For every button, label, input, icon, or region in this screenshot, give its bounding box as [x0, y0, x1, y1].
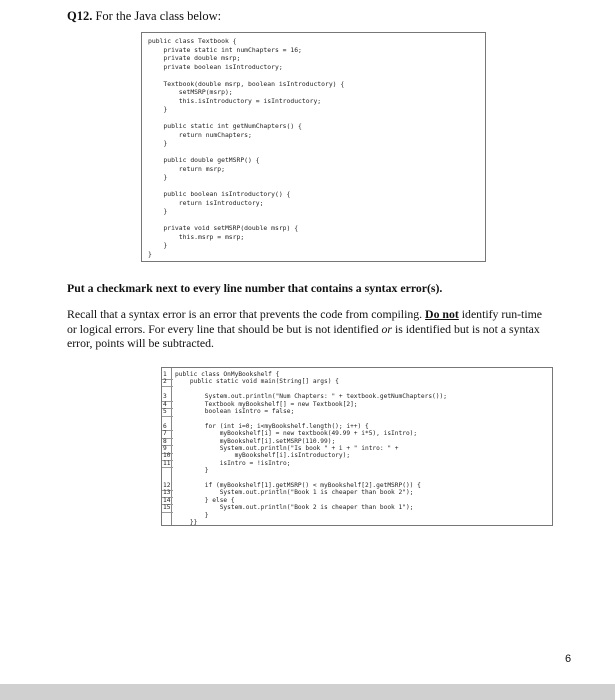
program-code-line: System.out.println("Book 2 is cheaper than book 1");: [175, 504, 414, 512]
program-code-line: }: [175, 511, 209, 519]
instruction-text: Put a checkmark next to every line number that contains a syntax error(s).: [67, 281, 443, 295]
program-code-line: myBookshelf[i] = new textbook(49.99 + i*5), isIntro);: [175, 430, 418, 438]
para-part1: Recall that a syntax error is an error that prevents the code from compiling.: [67, 307, 426, 321]
line-number: 14: [163, 496, 171, 504]
page-number: 6: [565, 653, 572, 665]
question-number: Q12.: [67, 9, 93, 23]
line-number: 15: [163, 504, 171, 512]
code-line: return msrp;: [148, 164, 225, 173]
code-line: return numChapters;: [148, 130, 252, 139]
line-rule: [162, 467, 173, 468]
program-code-line: System.out.println("Num Chapters: " + textbook.getNumChapters());: [175, 393, 447, 401]
line-number: 4: [163, 400, 167, 408]
code-line: this.msrp = msrp;: [148, 232, 245, 241]
program-code-line: boolean isIntro = false;: [175, 408, 295, 415]
line-number: 5: [163, 408, 167, 415]
code-line: }: [148, 105, 168, 113]
program-code-box: [161, 367, 553, 526]
line-number: 9: [163, 445, 167, 452]
question-text: For the Java class below:: [95, 9, 222, 23]
program-code-line: isIntro = !isIntro;: [175, 459, 291, 467]
code-line: setMSRP(msrp);: [148, 88, 233, 96]
code-line: public static int getNumChapters() {: [148, 122, 302, 130]
program-code-line: myBookshelf[i].setMSRP(110.99);: [175, 437, 336, 445]
program-code-line: Textbook myBookshelf[] = new Textbook[2];: [175, 400, 358, 408]
line-number: 13: [163, 489, 171, 497]
code-line: }: [148, 173, 168, 181]
code-line: }: [148, 207, 168, 215]
para-part3: is identified but is not a syntax error, points will be subtracted.: [67, 321, 540, 350]
program-code-line: for (int i=0; i<myBookshelf.length(); i++) {: [175, 422, 369, 430]
program-code-line: public static void main(String[] args) {: [175, 378, 339, 386]
line-number: 7: [163, 430, 167, 438]
code-line: public class Textbook {: [148, 37, 237, 45]
line-number: 8: [163, 437, 167, 445]
line-number: 10: [163, 452, 171, 460]
line-number: 1: [163, 371, 167, 378]
line-rule: [162, 416, 173, 417]
code-line: private boolean isIntroductory;: [148, 62, 283, 71]
code-line: private static int numChapters = 16;: [148, 45, 302, 54]
code-line: private double msrp;: [148, 54, 241, 62]
code-line: Textbook(double msrp, boolean isIntroductory) {: [148, 79, 345, 88]
code-line: return isIntroductory;: [148, 198, 264, 207]
code-line: }: [148, 249, 152, 258]
code-line: this.isIntroductory = isIntroductory;: [148, 96, 322, 105]
program-code-line: System.out.println("Book 1 is cheaper than book 2");: [175, 489, 414, 497]
code-line: }: [148, 241, 168, 249]
do-not-emphasis: Do not: [425, 307, 459, 321]
code-line: }: [148, 139, 168, 147]
or-emphasis: or: [381, 321, 393, 336]
viewer-bottom-bar: [0, 684, 615, 700]
code-line: public double getMSRP() {: [148, 156, 260, 164]
line-number: 12: [163, 482, 171, 489]
program-code-line: public class OnMyBookshelf {: [175, 371, 280, 378]
line-number-gutter: [171, 368, 172, 525]
line-number: 11: [163, 459, 171, 467]
program-code-line: myBookshelf[i].isIntroductory);: [175, 452, 351, 460]
line-number: 2: [163, 378, 167, 386]
program-code-line: if (myBookshelf[1].getMSRP() < myBookshelf[2].getMSRP()) {: [175, 482, 421, 489]
question-heading: [67, 9, 221, 24]
program-code-line: System.out.println("Is book " + i + " intro: " +: [175, 445, 399, 452]
code-line: public boolean isIntroductory() {: [148, 190, 291, 198]
class-code-box: [141, 32, 486, 262]
line-number: 6: [163, 422, 167, 430]
line-number: 3: [163, 393, 167, 401]
para-part2: identify run-time or logical errors. For every line that should be but is not identified: [67, 307, 543, 336]
program-code-line: }}: [175, 519, 198, 526]
instructions-paragraph: [67, 307, 547, 351]
line-rule: [162, 386, 173, 387]
program-code-line: } else {: [175, 496, 235, 504]
program-code-line: }: [175, 467, 209, 475]
code-line: private void setMSRP(double msrp) {: [148, 224, 299, 232]
line-rule: [162, 512, 173, 513]
